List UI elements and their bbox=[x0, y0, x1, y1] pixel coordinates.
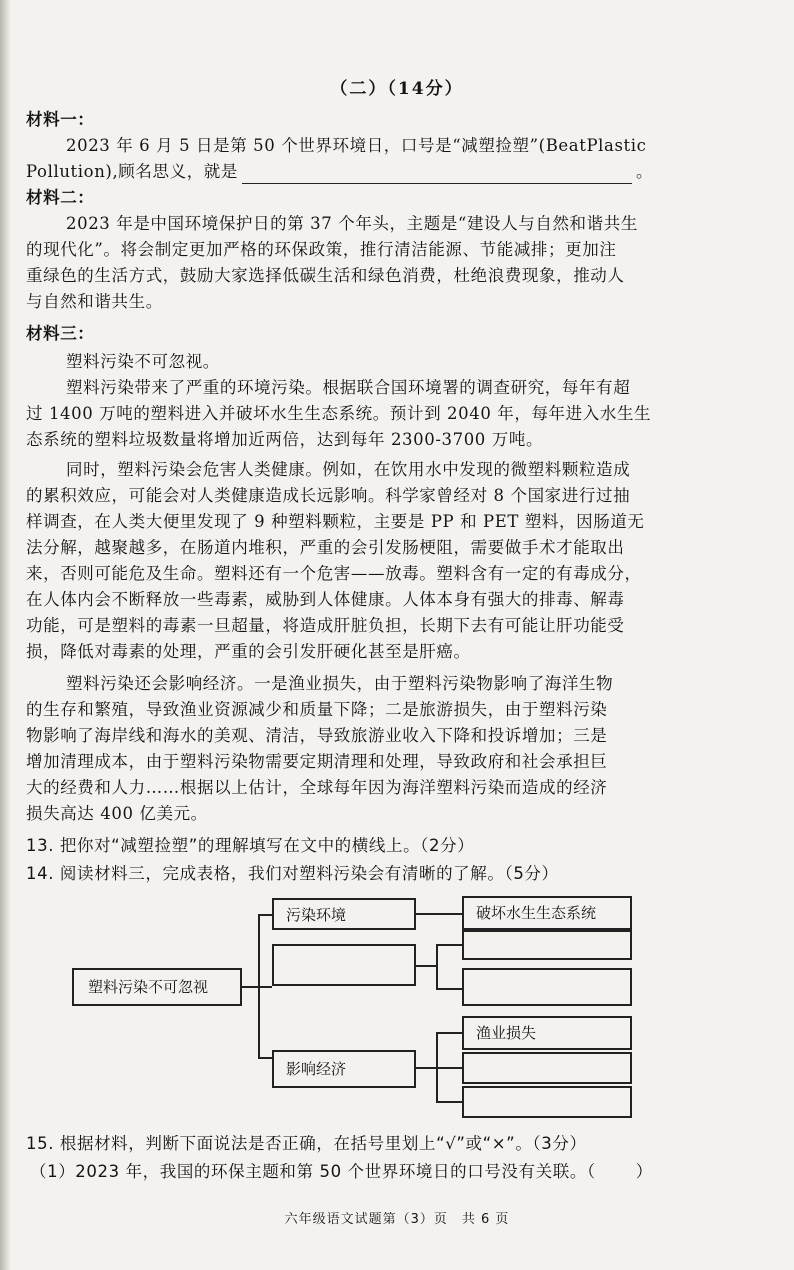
diagram-connector bbox=[258, 914, 272, 916]
material3-p4-line: 的生存和繁殖，导致渔业资源减少和质量下降；二是旅游损失，由于塑料污染 bbox=[26, 700, 608, 719]
material3-p3-line: 样调查，在人类大便里发现了 9 种塑料颗粒，主要是 PP 和 PET 塑料，因肠道无 bbox=[26, 512, 645, 531]
diagram-connector bbox=[436, 1101, 462, 1103]
diagram-connector bbox=[436, 1032, 462, 1034]
diagram-econ-answer-box[interactable] bbox=[462, 1086, 632, 1118]
question-13: 13. 把你对“减塑捡塑”的理解填写在文中的横线上。（2分） bbox=[26, 836, 475, 855]
diagram-connector bbox=[436, 1067, 462, 1069]
material3-p2-line: 过 1400 万吨的塑料进入并破坏水生生态系统。预计到 2040 年，每年进入水生生 bbox=[26, 404, 652, 423]
diagram-connector bbox=[242, 986, 258, 988]
section-heading: （二）（14分） bbox=[330, 79, 464, 99]
diagram-branch-answer-box[interactable] bbox=[272, 944, 416, 986]
page-footer: 六年级语文试题第（3）页 共 6 页 bbox=[284, 1212, 510, 1227]
material3-p4-line: 大的经费和人力……根据以上估计，全球每年因为海洋塑料污染而造成的经济 bbox=[26, 778, 608, 797]
material2-line: 的现代化”。将会制定更加严格的环保政策，推行清洁能源、节能减排；更加注 bbox=[26, 240, 617, 259]
material1-label: 材料一： bbox=[26, 110, 95, 129]
material3-p3-line: 同时，塑料污染会危害人类健康。例如，在饮用水中发现的微塑料颗粒造成 bbox=[66, 460, 631, 479]
material3-p4-line: 塑料污染还会影响经济。一是渔业损失，由于塑料污染物影响了海洋生物 bbox=[66, 674, 614, 693]
diagram-connector bbox=[416, 965, 436, 967]
material2-line: 2023 年是中国环境保护日的第 37 个年头，主题是“建设人与自然和谐共生 bbox=[66, 214, 638, 233]
material3-p3-line: 法分解，越聚越多，在肠道内堆积，严重的会引发肠梗阻，需要做手术才能取出 bbox=[26, 538, 625, 557]
material1-line1: 2023 年 6 月 5 日是第 50 个世界环境日，口号是“减塑捡塑”(BeatPlastic bbox=[66, 136, 647, 155]
question-15-1 bbox=[30, 1160, 778, 1184]
material1-line2-end: 。 bbox=[636, 162, 654, 181]
diagram-connector bbox=[258, 1057, 272, 1059]
question-15-1-text: （1）2023 年，我国的环保主题和第 50 个世界环境日的口号没有关联。（ bbox=[30, 1162, 596, 1181]
q13-answer-blank[interactable] bbox=[242, 166, 632, 184]
diagram-connector bbox=[436, 988, 462, 990]
diagram-branch-economy: 影响经济 bbox=[272, 1050, 416, 1088]
material3-p2-line: 塑料污染带来了严重的环境污染。根据联合国环境署的调查研究，每年有超 bbox=[66, 378, 631, 397]
diagram-connector bbox=[258, 986, 272, 988]
question-15: 15. 根据材料，判断下面说法是否正确，在括号里划上“√”或“×”。（3分） bbox=[26, 1134, 587, 1153]
diagram-connector bbox=[416, 913, 462, 915]
material1-line2 bbox=[26, 160, 774, 184]
material3-p3-line: 在人体内会不断释放一些毒素，威胁到人体健康。人体本身有强大的排毒、解毒 bbox=[26, 590, 625, 609]
material3-p1: 塑料污染不可忽视。 bbox=[66, 352, 220, 371]
material3-p4-line: 损失高达 400 亿美元。 bbox=[26, 804, 208, 823]
diagram-connector bbox=[436, 944, 462, 946]
diagram-connector bbox=[416, 1067, 436, 1069]
diagram-branch-environment: 污染环境 bbox=[272, 898, 416, 930]
material3-p3-line: 损，降低对毒素的处理，严重的会引发肝硬化甚至是肝癌。 bbox=[26, 642, 471, 661]
material3-p4-line: 增加清理成本，由于塑料污染物需要定期清理和处理，导致政府和社会承担巨 bbox=[26, 752, 608, 771]
diagram-env-effect: 破坏水生生态系统 bbox=[462, 896, 632, 930]
material2-label: 材料二： bbox=[26, 188, 95, 207]
material1-line2-text: Pollution),顾名思义，就是 bbox=[26, 162, 238, 181]
material3-p3-line: 的累积效应，可能会对人类健康造成长远影响。科学家曾经对 8 个国家进行过抽 bbox=[26, 486, 631, 505]
material3-label: 材料三： bbox=[26, 324, 95, 343]
material2-line: 与自然和谐共生。 bbox=[26, 292, 163, 311]
material3-p4-line: 物影响了海岸线和海水的美观、清洁，导致旅游业收入下降和投诉增加；三是 bbox=[26, 726, 608, 745]
diagram-econ-answer-box[interactable] bbox=[462, 1052, 632, 1084]
question-14: 14. 阅读材料三，完成表格，我们对塑料污染会有清晰的了解。（5分） bbox=[26, 864, 559, 883]
material3-p3-line: 来，否则可能危及生命。塑料还有一个危害——放毒。塑料含有一定的有毒成分， bbox=[26, 564, 642, 583]
diagram-answer-box[interactable] bbox=[462, 968, 632, 1006]
diagram-econ-item: 渔业损失 bbox=[462, 1016, 632, 1050]
material3-p2-line: 态系统的塑料垃圾数量将增加近两倍，达到每年 2300-3700 万吨。 bbox=[26, 430, 544, 449]
material3-p3-line: 功能，可是塑料的毒素一旦超量，将造成肝脏负担，长期下去有可能让肝功能受 bbox=[26, 616, 625, 635]
diagram-connector bbox=[436, 944, 438, 988]
diagram-root-box: 塑料污染不可忽视 bbox=[72, 968, 242, 1006]
question-15-1-close: ） bbox=[635, 1162, 653, 1181]
material2-line: 重绿色的生活方式，鼓励大家选择低碳生活和绿色消费，杜绝浪费现象，推动人 bbox=[26, 266, 625, 285]
diagram-answer-box[interactable] bbox=[462, 930, 632, 960]
